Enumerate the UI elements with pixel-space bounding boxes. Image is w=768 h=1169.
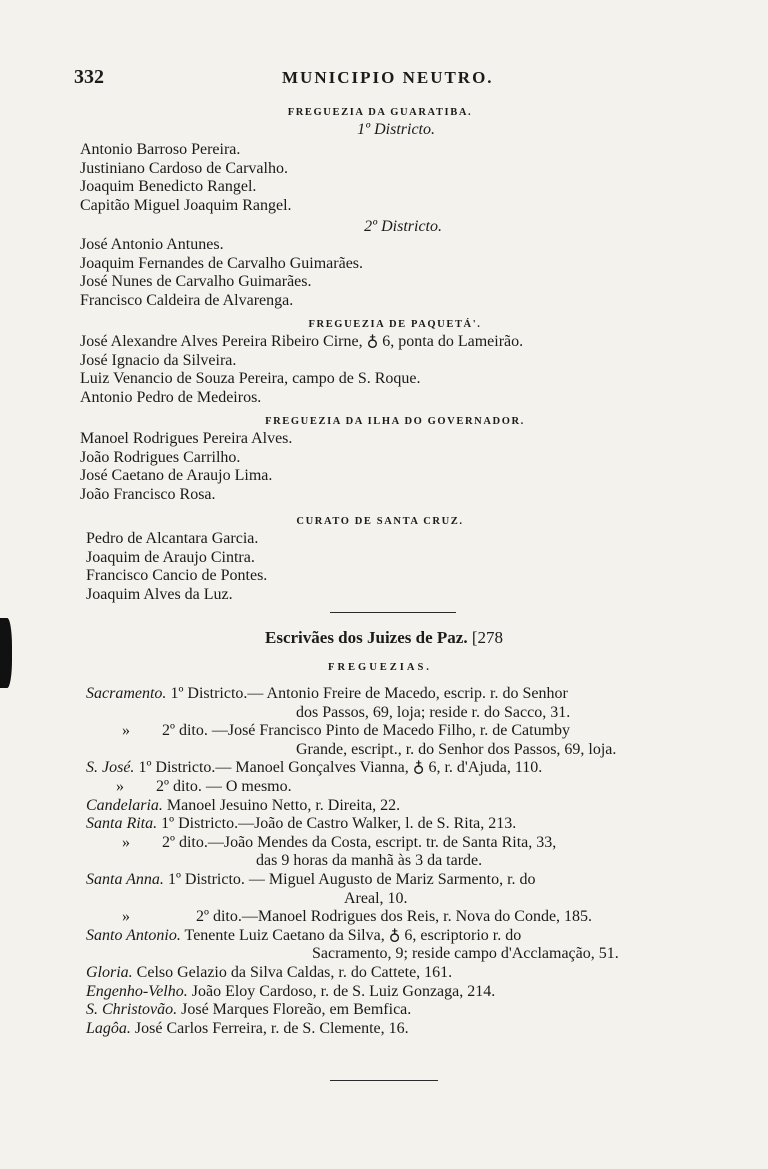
entry-text: João Eloy Cardoso, r. de S. Luiz Gonzaga, 214. <box>191 982 496 1000</box>
district-label: 2º Districto. <box>364 218 442 235</box>
entry-schristovao <box>86 1001 714 1020</box>
entry-continuation: Grande, escript., r. do Senhor dos Passos, 69, loja. <box>296 740 617 758</box>
entry-text: 2º dito. —José Francisco Pinto de Macedo Filho, r. de Catumby <box>162 722 571 740</box>
list-item: José Antonio Antunes. <box>80 236 224 253</box>
list-item: José Ignacio da Silveira. <box>80 351 237 369</box>
ditto-mark: » <box>116 777 124 795</box>
entry-continuation: Areal, 10. <box>344 889 408 907</box>
ditto-mark: » <box>122 722 130 740</box>
list-item: Antonio Barroso Pereira. <box>80 141 241 158</box>
parish-name: Santo Antonio. <box>86 926 181 944</box>
list-item: Manoel Rodrigues Pereira Alves. <box>80 430 293 447</box>
subheading-block <box>230 659 530 678</box>
entry-text: 1º Districto.— Antonio Freire de Macedo, escrip. r. do Senhor <box>170 685 568 702</box>
parish-name: Gloria. <box>86 963 133 981</box>
entry-text: 1º Districto. — Miguel Augusto de Mariz Sarmento, r. do <box>167 870 536 888</box>
list-item: Joaquim de Araujo Cintra. <box>86 548 255 566</box>
closing-divider <box>330 1080 438 1081</box>
parish-heading: FREGUEZIA DA GUARATIBA. <box>287 107 473 118</box>
entry-continuation: dos Passos, 69, loja; reside r. do Sacco, 31. <box>296 703 571 721</box>
page-number: 332 <box>74 66 104 88</box>
list-item: José Nunes de Carvalho Guimarães. <box>80 273 312 291</box>
list-item: Francisco Caldeira de Alvarenga. <box>80 291 294 309</box>
entry-continuation: das 9 horas da manhã às 3 da tarde. <box>256 852 483 870</box>
entry-santarita-1 <box>86 815 714 834</box>
divider <box>330 612 456 613</box>
entry-santoantonio <box>86 927 714 964</box>
section-title <box>0 628 768 648</box>
district-label: 1º Districto. <box>357 121 435 138</box>
list-item: Luiz Venancio de Souza Pereira, campo de S. Roque. <box>80 370 421 388</box>
paqueta-heading-block <box>230 316 560 335</box>
running-title: MUNICIPIO NEUTRO. <box>282 68 494 87</box>
entry-santarita-2 <box>86 834 714 871</box>
parish-name: Engenho-Velho. <box>86 982 188 1000</box>
parish-name: S. Christovão. <box>86 1001 178 1019</box>
list-item: Joaquim Alves da Luz. <box>86 585 233 603</box>
entry-text: 1º Districto.— Manoel Gonçalves Vianna, ♁ 6, r. d'Ajuda, 110. <box>138 759 543 777</box>
ditto-mark: » <box>122 833 130 851</box>
ilha-list <box>80 430 700 504</box>
guaratiba-heading-block <box>230 104 530 123</box>
section-ref: [278 <box>471 628 503 647</box>
district2-label-block <box>250 218 442 237</box>
parish-heading: CURATO DE SANTA CRUZ. <box>296 516 464 527</box>
entry-lagoa <box>86 1020 714 1039</box>
guaratiba-district2-list <box>80 236 700 310</box>
entry-text: 2º dito. — O mesmo. <box>156 777 292 795</box>
parish-name: S. José. <box>86 759 135 777</box>
ilha-heading-block <box>200 413 590 432</box>
entry-text: José Carlos Ferreira, r. de S. Clemente, 16. <box>134 1019 409 1037</box>
parish-name: Sacramento. <box>86 685 167 702</box>
entry-sacramento-2 <box>86 722 714 759</box>
santacruz-heading-block <box>250 513 510 532</box>
list-item: João Francisco Rosa. <box>80 485 216 503</box>
list-item: Capitão Miguel Joaquim Rangel. <box>80 196 292 214</box>
list-item: Antonio Pedro de Medeiros. <box>80 388 262 406</box>
entry-text: Celso Gelazio da Silva Caldas, r. do Cattete, 161. <box>136 963 453 981</box>
escrivaes-list <box>86 685 714 1038</box>
list-item: Joaquim Benedicto Rangel. <box>80 178 257 196</box>
running-head <box>0 66 768 92</box>
entry-text: 2º dito.—João Mendes da Costa, escript. tr. de Santa Rita, 33, <box>162 833 557 851</box>
entry-text: Tenente Luiz Caetano da Silva, ♁ 6, escriptorio r. do <box>184 926 522 944</box>
parish-name: Lagôa. <box>86 1019 131 1037</box>
entry-santaanna-2 <box>86 908 714 927</box>
entry-engenho-velho <box>86 983 714 1002</box>
entry-continuation: Sacramento, 9; reside campo d'Acclamação, 51. <box>312 945 619 963</box>
section-title-text: Escrivães dos Juizes de Paz. <box>265 628 468 647</box>
entry-sacramento-1 <box>86 685 714 722</box>
list-item: José Alexandre Alves Pereira Ribeiro Cirne, ♁ 6, ponta do Lameirão. <box>80 333 524 350</box>
guaratiba-district1-list <box>80 141 700 215</box>
parish-name: Santa Rita. <box>86 815 158 833</box>
list-item: Joaquim Fernandes de Carvalho Guimarães. <box>80 254 364 272</box>
santacruz-list <box>86 530 686 604</box>
entry-text: 1º Districto.—João de Castro Walker, l. de S. Rita, 213. <box>161 815 517 833</box>
list-item: Pedro de Alcantara Garcia. <box>86 530 259 547</box>
district1-label-block <box>250 121 435 140</box>
subheading: FREGUEZIAS. <box>328 662 432 673</box>
list-item: Francisco Cancio de Pontes. <box>86 567 268 585</box>
list-item: José Caetano de Araujo Lima. <box>80 467 273 485</box>
entry-gloria <box>86 964 714 983</box>
entry-text: 2º dito.—Manoel Rodrigues dos Reis, r. Nova do Conde, 185. <box>196 908 593 926</box>
paqueta-list <box>80 333 700 407</box>
entry-text: Manoel Jesuino Netto, r. Direita, 22. <box>166 796 401 814</box>
entry-text: José Marques Floreão, em Bemfica. <box>181 1001 412 1019</box>
list-item: João Rodrigues Carrilho. <box>80 448 241 466</box>
parish-name: Santa Anna. <box>86 870 164 888</box>
ditto-mark: » <box>122 908 130 926</box>
entry-candelaria <box>86 797 714 816</box>
list-item: Justiniano Cardoso de Carvalho. <box>80 159 288 177</box>
parish-heading: FREGUEZIA DA ILHA DO GOVERNADOR. <box>265 416 525 427</box>
entry-sjose-1 <box>86 759 714 778</box>
entry-sjose-2 <box>86 778 714 797</box>
parish-name: Candelaria. <box>86 796 163 814</box>
entry-santaanna-1 <box>86 871 714 908</box>
parish-heading: FREGUEZIA DE PAQUETÁ'. <box>308 319 482 330</box>
